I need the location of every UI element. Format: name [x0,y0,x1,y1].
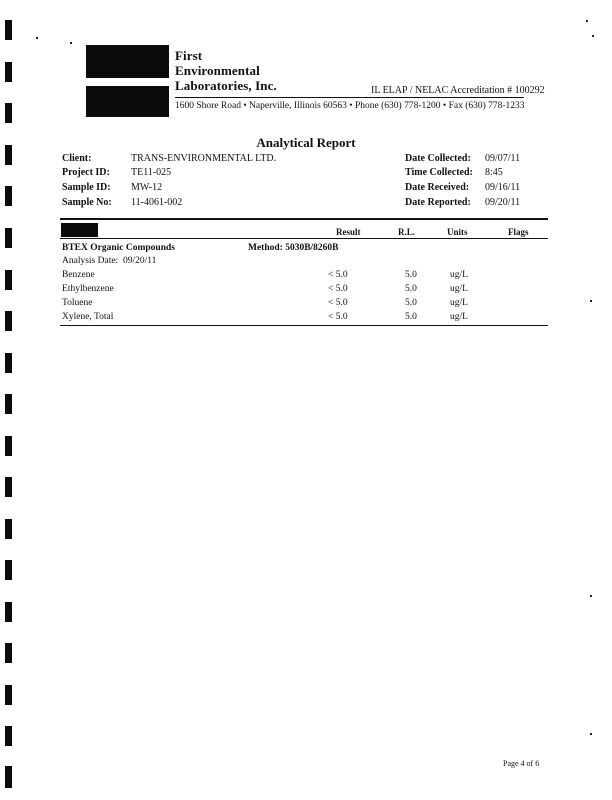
time-collected-label: Time Collected: [405,167,473,178]
client-label: Client: [62,153,92,164]
scan-speck [590,733,592,735]
time-collected-value: 8:45 [485,167,503,178]
redaction-block [61,223,98,237]
table-top-rule [60,218,548,220]
project-id-value: TE11-025 [131,167,172,178]
lab-name-line3: Laboratories, Inc. [175,78,277,93]
date-collected-label: Date Collected: [405,153,471,164]
client-value: TRANS-ENVIRONMENTAL LTD. [131,153,277,164]
header-units: Units [447,227,468,237]
rl-value: 5.0 [405,284,417,294]
scan-speck [590,595,592,597]
project-id-label: Project ID: [62,167,110,178]
units-value: ug/L [450,298,468,308]
logo-block-top [86,45,169,78]
analysis-date: Analysis Date: 09/20/11 [62,256,157,266]
table-bottom-rule [60,325,548,326]
analyte-name: Benzene [62,270,95,280]
lab-address: 1600 Shore Road • Naperville, Illinois 60563 • Phone (630) 778-1200 • Fax (630) 778-1233 [175,101,525,111]
page-number: Page 4 of 6 [503,759,540,768]
method: Method: 5030B/8260B [248,243,339,253]
header-rl: R.L. [398,227,416,237]
analyte-name: Toluene [62,298,93,308]
rl-value: 5.0 [405,298,417,308]
date-received-label: Date Received: [405,182,470,193]
analyte-group-name: BTEX Organic Compounds [62,243,175,253]
sample-no-value: 11-4061-002 [131,197,183,208]
scan-speck [586,20,588,22]
result-value: < 5.0 [328,284,348,294]
scan-speck [70,42,72,44]
date-collected-value: 09/07/11 [485,153,521,164]
result-value: < 5.0 [328,270,348,280]
scan-speck [36,37,38,39]
date-reported-value: 09/20/11 [485,197,521,208]
rl-value: 5.0 [405,270,417,280]
sample-no-label: Sample No: [62,197,112,208]
date-reported-label: Date Reported: [405,197,471,208]
units-value: ug/L [450,270,468,280]
analyte-name: Ethylbenzene [62,284,114,294]
lab-name-line2: Environmental [175,63,260,78]
lab-name-line1: First [175,48,203,63]
header-flags: Flags [508,227,529,237]
date-received-value: 09/16/11 [485,182,521,193]
analyte-name: Xylene, Total [62,312,114,322]
logo-block-bottom [86,86,169,117]
letterhead-rule [175,97,524,98]
lab-name [175,48,277,93]
result-value: < 5.0 [328,312,348,322]
header-rule [60,238,548,239]
accreditation: IL ELAP / NELAC Accreditation # 100292 [371,85,545,96]
sample-id-label: Sample ID: [62,182,111,193]
scan-speck [590,300,592,302]
rl-value: 5.0 [405,312,417,322]
units-value: ug/L [450,284,468,294]
header-result: Result [336,227,361,237]
report-title: Analytical Report [256,135,356,150]
scan-speck [592,35,594,37]
sample-id-value: MW-12 [131,182,163,193]
result-value: < 5.0 [328,298,348,308]
units-value: ug/L [450,312,468,322]
